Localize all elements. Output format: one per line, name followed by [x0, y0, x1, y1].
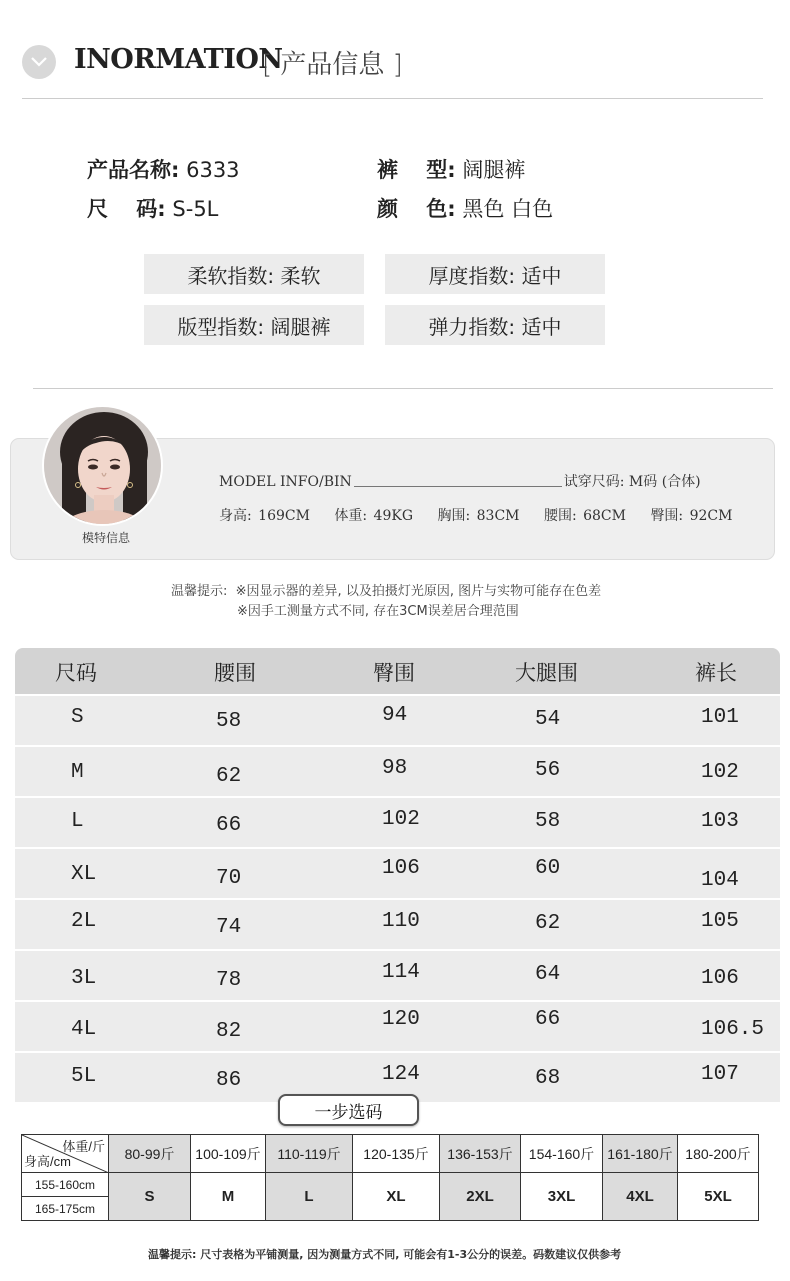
model-info-header [219, 471, 701, 491]
table-cell: S [71, 706, 84, 729]
recommended-size: 4XL [603, 1173, 678, 1221]
table-row [15, 747, 780, 796]
model-info-label: MODEL INFO/BIN [219, 474, 352, 490]
table-cell: 106.5 [701, 1018, 765, 1041]
header-thigh: 大腿围 [515, 661, 578, 685]
table-cell: 58 [535, 810, 561, 833]
table-cell: 56 [535, 759, 561, 782]
corner-height-label: 身高/cm [24, 1154, 71, 1169]
table-cell: 105 [701, 910, 739, 933]
tips-text-1: ※因显示器的差异, 以及拍摄灯光原因, 图片与实物可能存在色差 [235, 584, 602, 599]
table-row [15, 951, 780, 1000]
table-cell: 124 [382, 1063, 420, 1086]
header-size: 尺码 [55, 661, 97, 685]
table-row [15, 849, 780, 898]
model-avatar [42, 405, 163, 526]
table-cell: 120 [382, 1008, 420, 1031]
table-row [15, 1002, 780, 1051]
product-color [377, 193, 553, 223]
recommended-size: 5XL [678, 1173, 759, 1221]
table-cell: M [71, 761, 84, 784]
product-type [377, 154, 525, 184]
table-cell: 62 [535, 912, 561, 935]
table-cell: 66 [216, 814, 242, 837]
table-cell: 4L [71, 1018, 97, 1041]
product-type-key: 裤 型: [377, 158, 456, 182]
table-cell: 66 [535, 1008, 561, 1031]
model-measurements [219, 505, 732, 525]
table-cell: 82 [216, 1020, 242, 1043]
chip-softness: 柔软指数: 柔软 [144, 254, 364, 294]
table-cell: 60 [535, 857, 561, 880]
weight-range: 154-160斤 [521, 1135, 603, 1173]
table-cell: 110 [382, 910, 420, 933]
table-cell: 107 [701, 1063, 739, 1086]
table-cell: 106 [382, 857, 420, 880]
product-name-key: 产品名称: [87, 158, 180, 182]
table-cell: 62 [216, 765, 242, 788]
model-bust: 胸围: 83CM [437, 508, 520, 524]
table-cell: 104 [701, 869, 739, 892]
header-length: 裤长 [695, 661, 737, 685]
weight-range: 161-180斤 [603, 1135, 678, 1173]
chip-stretch: 弹力指数: 适中 [385, 305, 605, 345]
recommended-size: XL [353, 1173, 440, 1221]
chevron-down-icon [31, 57, 47, 67]
product-color-key: 颜 色: [377, 197, 456, 221]
recommended-size: 3XL [521, 1173, 603, 1221]
size-table [15, 648, 780, 1102]
chip-fit: 版型指数: 阔腿裤 [144, 305, 364, 345]
tips-line1 [171, 580, 601, 599]
table-cell: 106 [701, 967, 739, 990]
table-cell: 102 [382, 808, 420, 831]
table-cell: XL [71, 863, 97, 886]
corner-weight-label: 体重/斤 [62, 1139, 105, 1154]
chip-thickness: 厚度指数: 适中 [385, 254, 605, 294]
model-caption: 模特信息 [82, 531, 131, 545]
table-cell: 54 [535, 708, 561, 731]
table-cell: L [71, 810, 84, 833]
table-cell: 101 [701, 706, 739, 729]
model-height: 身高: 169CM [219, 508, 310, 524]
product-size-value: S-5L [172, 197, 219, 221]
recommended-size: S [109, 1173, 191, 1221]
tips-label: 温馨提示: [171, 584, 228, 599]
product-name [87, 154, 240, 184]
divider [22, 98, 763, 99]
weight-range: 100-109斤 [191, 1135, 266, 1173]
size-table-header [15, 648, 780, 694]
section-subtitle: [ 产品信息 ] [262, 50, 403, 80]
weight-range: 136-153斤 [440, 1135, 521, 1173]
table-cell: 5L [71, 1065, 97, 1088]
product-color-value: 黑色 白色 [462, 197, 554, 221]
table-cell: 64 [535, 963, 561, 986]
weight-range: 180-200斤 [678, 1135, 759, 1173]
height-range: 165-175cm [22, 1197, 109, 1221]
table-cell: 70 [216, 867, 242, 890]
product-type-value: 阔腿裤 [462, 158, 526, 182]
table-cell: 94 [382, 704, 408, 727]
product-name-value: 6333 [186, 158, 240, 182]
divider [33, 388, 773, 389]
table-row [15, 696, 780, 745]
recommended-size: M [191, 1173, 266, 1221]
model-try-size: 试穿尺码: M码 (合体) [563, 474, 701, 490]
table-row [15, 798, 780, 847]
chevron-circle [22, 45, 56, 79]
model-weight: 体重: 49KG [334, 508, 414, 524]
product-size-key: 尺 码: [87, 197, 166, 221]
section-title: INORMATION [74, 44, 283, 75]
weight-range: 110-119斤 [266, 1135, 353, 1173]
size-selector-button[interactable]: 一步选码 [278, 1094, 419, 1126]
header-waist: 腰围 [214, 661, 256, 685]
recommended-size: L [266, 1173, 353, 1221]
product-size [87, 193, 218, 223]
table-cell: 78 [216, 969, 242, 992]
table-cell: 114 [382, 961, 420, 984]
table-cell: 68 [535, 1067, 561, 1090]
size-footnote: 温馨提示: 尺寸表格为平铺测量, 因为测量方式不同, 可能会有1-3公分的误差。码数建议仅供参考 [148, 1248, 622, 1261]
table-cell: 58 [216, 710, 242, 733]
recommend-corner [22, 1135, 109, 1173]
table-cell: 74 [216, 916, 242, 939]
table-cell: 98 [382, 757, 408, 780]
header-hip: 臀围 [373, 661, 415, 685]
table-cell: 103 [701, 810, 739, 833]
weight-range: 80-99斤 [109, 1135, 191, 1173]
tips-text-2: ※因手工测量方式不同, 存在3CM误差居合理范围 [237, 604, 519, 619]
recommended-size: 2XL [440, 1173, 521, 1221]
size-recommend-table [21, 1134, 759, 1221]
model-waist: 腰围: 68CM [543, 508, 626, 524]
table-cell: 102 [701, 761, 739, 784]
table-cell: 3L [71, 967, 97, 990]
table-cell: 86 [216, 1069, 242, 1092]
weight-range: 120-135斤 [353, 1135, 440, 1173]
table-row [15, 900, 780, 949]
height-range: 155-160cm [22, 1173, 109, 1197]
model-hip: 臀围: 92CM [650, 508, 733, 524]
table-cell: 2L [71, 910, 97, 933]
